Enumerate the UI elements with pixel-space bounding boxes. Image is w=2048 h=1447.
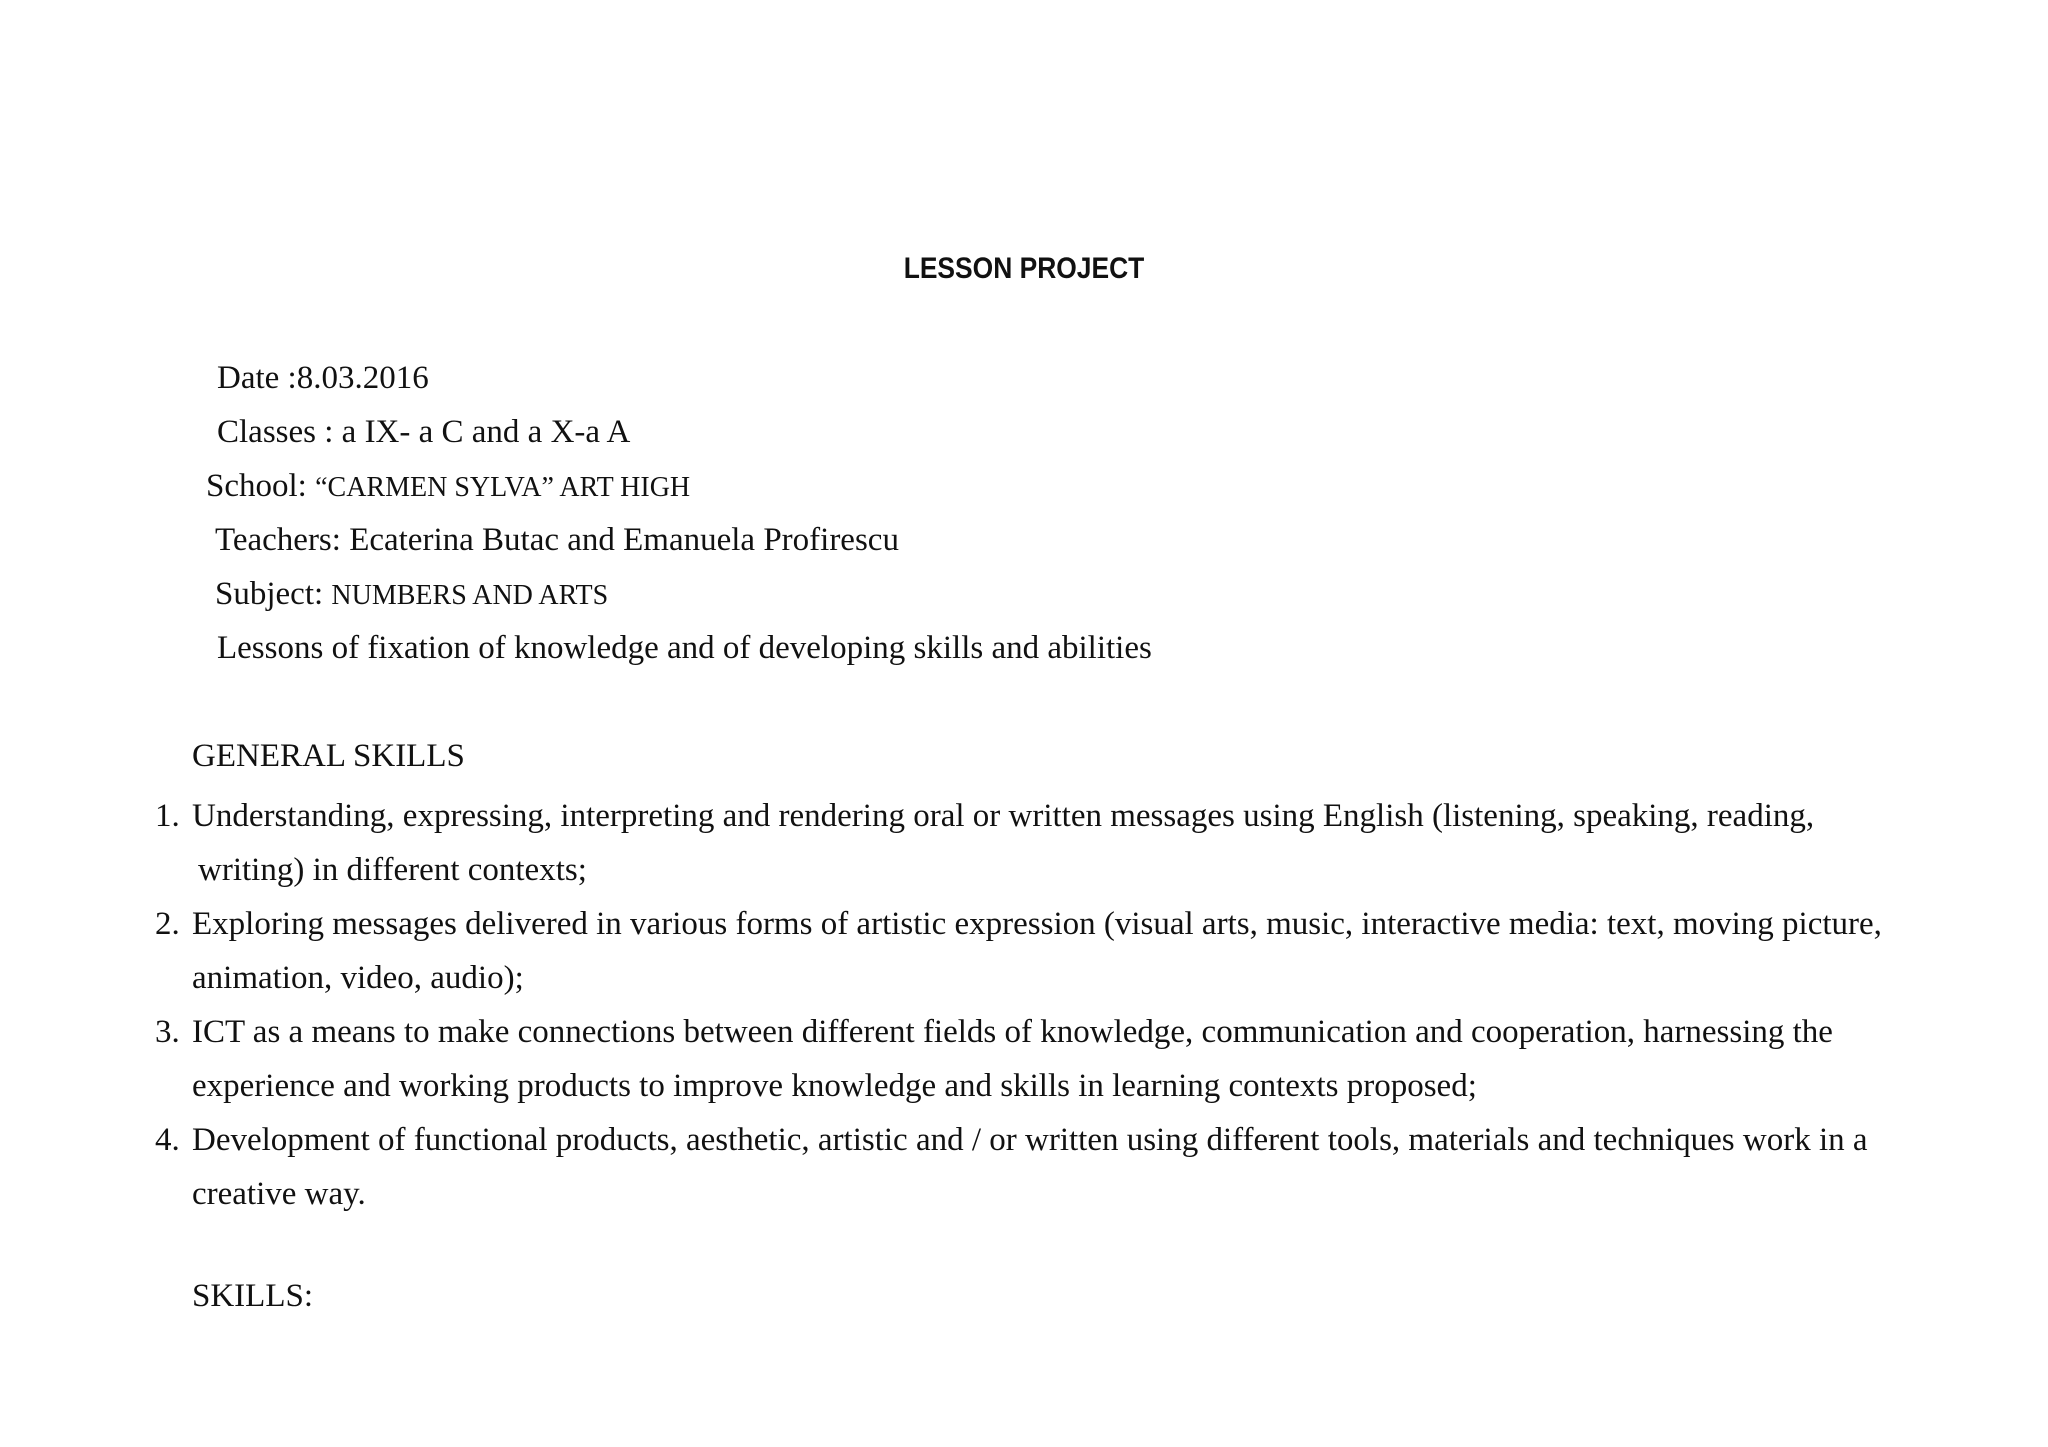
school-line <box>206 466 690 508</box>
list-item-text-line1: Exploring messages delivered in various forms of artistic expression (visual arts, music, interactive media: text, moving picture, <box>192 906 1882 942</box>
general-skills-heading: GENERAL SKILLS <box>192 738 465 774</box>
list-item-text-line2: experience and working products to improve knowledge and skills in learning contexts proposed; <box>192 1068 1477 1104</box>
list-item <box>150 1005 1960 1113</box>
lesson-type-line: Lessons of fixation of knowledge and of developing skills and abilities <box>217 630 1152 666</box>
list-item-text-line1: Understanding, expressing, interpreting and rendering oral or written messages using English (listening, speaking, reading, <box>192 798 1815 834</box>
classes-line: Classes : a IX- a C and a X-a A <box>217 414 631 450</box>
list-item-text-line2: animation, video, audio); <box>192 960 524 996</box>
document-title: LESSON PROJECT <box>903 252 1145 285</box>
subject-label: Subject: <box>215 576 332 612</box>
list-item <box>150 1113 1960 1221</box>
school-label: School: <box>206 468 316 504</box>
list-item-text-line1: Development of functional products, aesthetic, artistic and / or written using different tools, materials and techniques work in a <box>192 1122 1868 1158</box>
list-item-number: 2. <box>155 906 180 942</box>
general-skills-list <box>150 789 1960 1221</box>
list-item <box>150 897 1960 1005</box>
list-item-number: 4. <box>155 1122 180 1158</box>
list-item-number: 3. <box>155 1014 180 1050</box>
subject-value: NUMBERS AND ARTS <box>331 580 609 611</box>
teachers-line: Teachers: Ecaterina Butac and Emanuela Profirescu <box>215 522 899 558</box>
skills-heading: SKILLS: <box>192 1278 314 1314</box>
list-item-text-line2: writing) in different contexts; <box>198 852 587 888</box>
list-item <box>150 789 1960 897</box>
school-value: “CARMEN SYLVA” ART HIGH <box>315 472 691 503</box>
list-item-text-line1: ICT as a means to make connections between different fields of knowledge, communication and cooperation, harnessing the <box>192 1014 1833 1050</box>
date-line: Date :8.03.2016 <box>217 360 429 396</box>
list-item-text-line2: creative way. <box>192 1176 366 1212</box>
list-item-number: 1. <box>155 798 180 834</box>
subject-line <box>215 574 608 616</box>
